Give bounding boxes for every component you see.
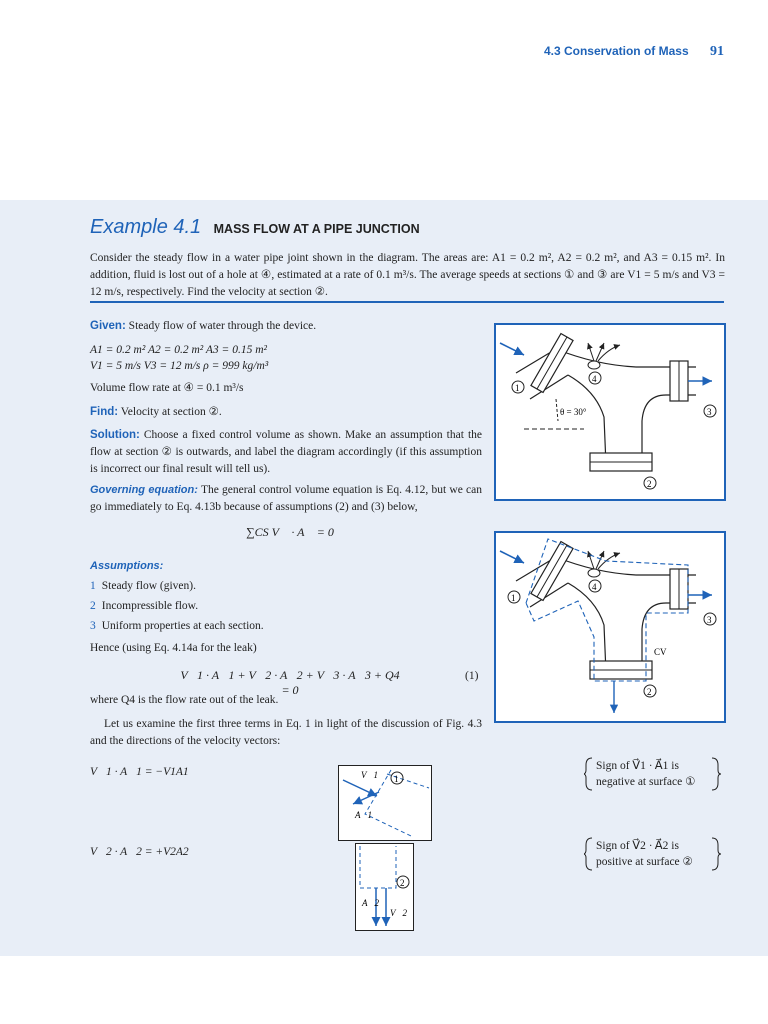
sign-note-2-line1: Sign of V⃗2 · A⃗2 is: [596, 840, 679, 852]
section-3-label: 3: [707, 407, 712, 417]
examine-text: Let us examine the first three terms in Eq. 1 in light of the discussion of Fig. 4.3 and the directions of the velocity vectors:: [90, 718, 482, 747]
section-1-label: 1: [511, 593, 516, 603]
example-label: Example 4.1: [90, 216, 202, 238]
surface-2-figure: [355, 843, 414, 931]
given-areas: A1 = 0.2 m² A2 = 0.2 m² A3 = 0.15 m²: [90, 344, 267, 356]
given-flow-rate: Volume flow rate at ④ = 0.1 m³/s: [90, 382, 244, 394]
page-number: 91: [710, 44, 724, 59]
a2-label: A⃗2: [362, 898, 379, 908]
section-2-label: 2: [647, 479, 652, 489]
equation-1-tag: (1): [465, 670, 479, 682]
section-3-label: 3: [707, 615, 712, 625]
governing-block: [90, 482, 482, 516]
sign-note-2-line2: positive at surface ②: [596, 856, 693, 868]
find-label: Find:: [90, 406, 119, 418]
surface-2-diagram: [356, 844, 413, 930]
term-2-equation: V⃗2 · A⃗2 = +V2A2: [90, 846, 189, 858]
given-label: Given:: [90, 320, 126, 332]
example-heading: [90, 216, 420, 239]
governing-label: Governing equation:: [90, 484, 198, 496]
running-header: [544, 44, 724, 60]
given-text: Steady flow of water through the device.: [128, 320, 317, 332]
control-volume-figure: [494, 531, 726, 723]
governing-text: The general control volume equation is Eq. 4.12, but we can go immediately to Eq. 4.13b because of assumptions (2) and (3) below,: [90, 484, 482, 513]
section-title: 4.3 Conservation of Mass: [543, 44, 689, 58]
solution-text: Choose a fixed control volume as shown. Make an assumption that the flow at section ② is outwards, and label the diagram accordingly (if this assumption is incorrect our final result will tell us).: [90, 429, 483, 475]
find-block: [90, 404, 482, 421]
sign-note-1: [584, 756, 724, 792]
term-1-equation: V⃗1 · A⃗1 = −V1A1: [90, 766, 189, 778]
solution-block: [90, 427, 482, 478]
pipe-junction-figure: [494, 323, 726, 501]
given-speeds: V1 = 5 m/s V3 = 12 m/s ρ = 999 kg/m³: [90, 360, 269, 372]
section-2-label: 2: [400, 878, 405, 888]
where-text: where Q4 is the flow rate out of the leak.: [90, 694, 279, 706]
assumption-item: 3 Uniform properties at each section.: [90, 620, 264, 632]
cv-label: CV: [654, 647, 667, 657]
assumption-item: 1 Steady flow (given).: [90, 580, 196, 592]
example-title: MASS FLOW AT A PIPE JUNCTION: [213, 222, 420, 236]
section-1-label: 1: [515, 383, 520, 393]
assumption-item: 2 Incompressible flow.: [90, 600, 199, 612]
v1-label: V⃗1: [361, 770, 378, 780]
sign-note-1-line1: Sign of V⃗1 · A⃗1 is: [596, 760, 679, 772]
section-4-label: 4: [592, 374, 597, 384]
sign-note-1-line2: negative at surface ①: [596, 776, 696, 788]
assumptions-label: Assumptions:: [90, 560, 164, 572]
angle-label: θ = 30°: [560, 407, 587, 417]
solution-label: Solution:: [90, 429, 140, 441]
find-text: Velocity at section ②.: [120, 406, 222, 418]
sign-note-2: [584, 836, 724, 872]
section-4-label: 4: [592, 582, 597, 592]
pipe-junction-diagram: [496, 325, 724, 499]
equation-1: V⃗1 · A⃗1 + V⃗2 · A⃗2 + V⃗3 · A⃗3 + Q4 = 0: [180, 668, 400, 697]
surface-1-figure: [338, 765, 432, 841]
section-2-label: 2: [647, 687, 652, 697]
hence-text: Hence (using Eq. 4.14a for the leak): [90, 642, 257, 654]
a1-label: A⃗1: [355, 810, 372, 820]
control-volume-diagram: [496, 533, 724, 721]
governing-equation: ∑CS V⃗ · A⃗ = 0: [246, 525, 334, 539]
divider: [90, 301, 724, 303]
v2-label: V⃗2: [390, 908, 407, 918]
surface-1-diagram: [339, 766, 431, 840]
section-1-label: 1: [394, 774, 399, 784]
given-block: [90, 318, 482, 335]
problem-statement: Consider the steady flow in a water pipe joint shown in the diagram. The areas are: A1 = 0.2 m², A2 = 0.2 m², and A3 = 0.15 m². In addition, fluid is lost out of a hole at ④, estimated at a rate of 0.1 m³/s. The average speeds at sections ① and ③ are V1 = 5 m/s and V3 = 12 m/s, respectively. Find the velocity at section ②.: [90, 252, 725, 298]
